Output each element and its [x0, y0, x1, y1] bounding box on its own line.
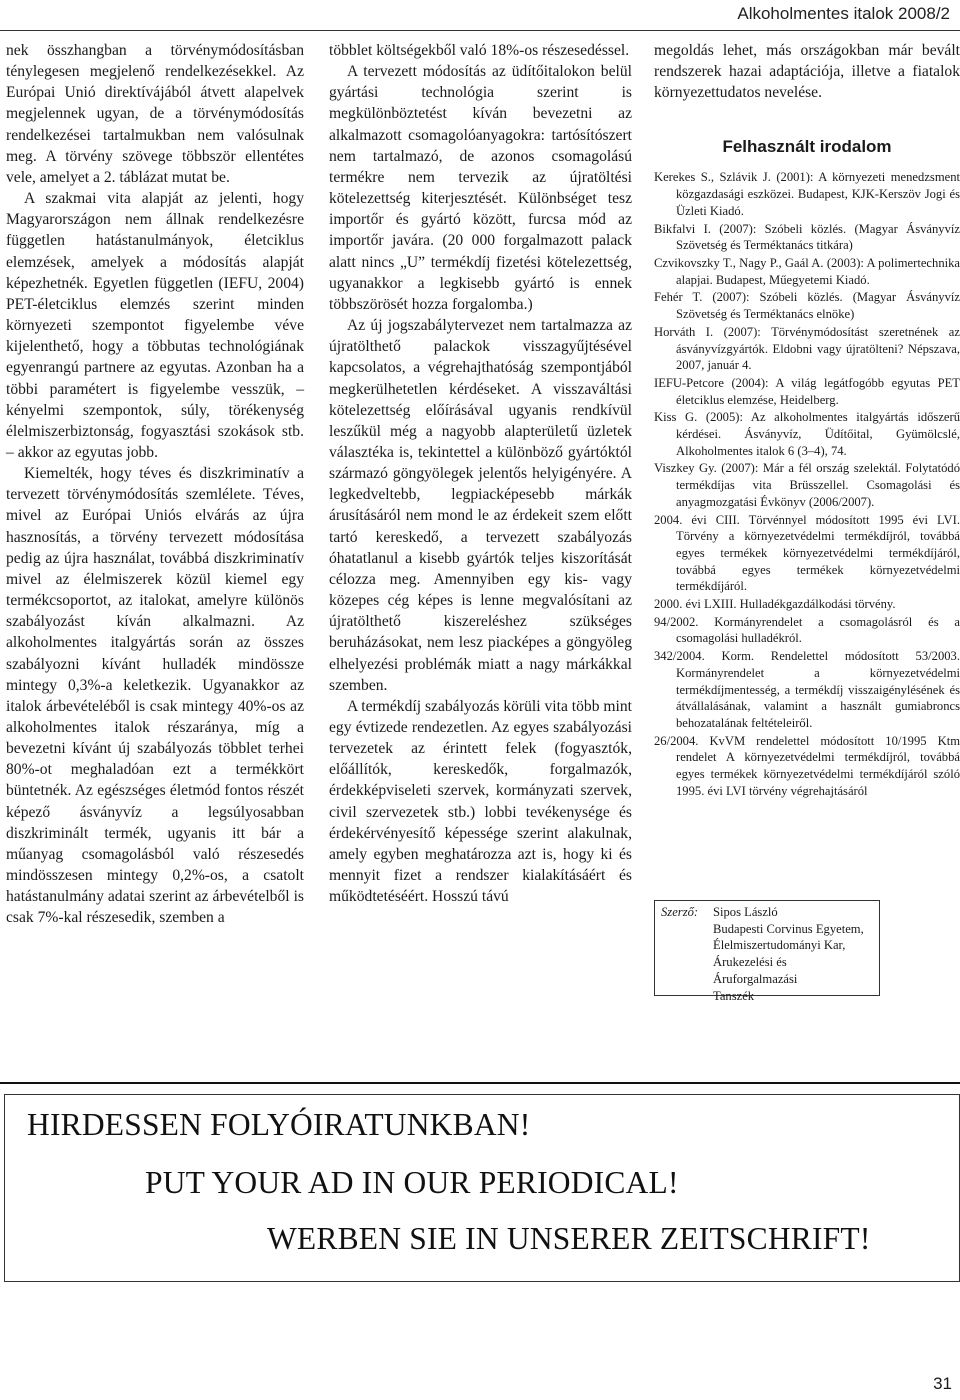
paragraph: A szakmai vita alapját az jelenti, hogy Magyarországon nem állnak rendelkezésre független hatástanulmányok, életciklus elemzések, amelyek a módosítás alapját képezhetnék. Egyetlen független (IEFU, 2004) PET-életciklus elemzés szerint minden környezeti szempontot figyelembe véve kijelenthető, hogy a többutas technológiának egyenrangú partnere az egyutas. Azonban ha a többi paramétert is figyelembe vesszük, – kényelmi szempontok, súly, törékenység élelmiszerbiztonság, fogyasztási szokások stb. – akkor az egyutas jobb.: [6, 190, 304, 461]
text-column-1: [6, 40, 304, 929]
reference-item: IEFU-Petcore (2004): A világ legátfogóbb egyutas PET életciklus elemzése, Heidelberg.: [654, 375, 960, 407]
author-affiliation-line: Élelmiszertudományi Kar,: [713, 938, 846, 953]
reference-item: Kerekes S., Szlávik J. (2001): A környezeti menedzsment közgazdasági eszközei. Budapest, KJK-Kerszöv Jogi és Üzleti Kiadó.: [654, 170, 960, 218]
header-rule: [0, 30, 960, 31]
author-affiliation-line: Budapesti Corvinus Egyetem,: [713, 921, 864, 936]
reference-item: Czvikovszky T., Nagy P., Gaál A. (2003): A polimertechnika alapjai. Budapest, Műegyetemi Kiadó.: [654, 255, 960, 287]
paragraph: A tervezett módosítás az üdítőitalokon belül gyártási technológia szerint is megkülönböztetést kíván bevezetni az alkalmazott csomagolóanyagokra: tartósítószert nem tartalmazó, de azonos csomagolású termékre nem tervezik az újratöltési kötelezettség kiterjesztését. Különbséget tesz importőr és gyártó között, furcsa mód az importőr javára. (20 000 forgalmazott palack alatt nincs „U” termékdíj fizetési kötelezettség, ugyanakkor a legkisebb gyártó is ennek többszörösét hozza forgalomba.): [329, 63, 632, 313]
ad-line-german: WERBEN SIE IN UNSERER ZEITSCHRIFT!: [267, 1221, 871, 1256]
running-head: Alkoholmentes italok 2008/2: [737, 4, 950, 23]
author-name: Sipos László: [713, 905, 778, 919]
reference-item: Kiss G. (2005): Az alkoholmentes italgyártás időszerű kérdései. Ásványvíz, Üdítőital, Gyümölcslé, Alkoholmentes italok 6 (3–4), 74.: [654, 410, 960, 458]
references-list: [654, 169, 960, 799]
reference-item: 2004. évi CIII. Törvénnyel módosított 1995 évi LVI. Törvény a környezetvédelmi termékdíjról, továbbá egyes termékek környezetvédelmi termékdíjáról, továbbá egyes termékek környezetvédelmi termékdíjáról.: [654, 512, 960, 594]
paragraph: Az új jogszabálytervezet nem tartalmazza az újratölthető palackok visszagyűjtésével kapcsolatos, a végrehajthatóság szempontjából megkerülhetetlen kérdéseket. A visszaváltási kötelezettség előírásával ugyanis rendkívül leszűkül még a nagyobb alapterületű üzletek választéka is, tekintettel a különböző gyártóktól származó göngyölegek jelentős helyigényére. A legkedveltebb, legpiacképesebb márkák árusításáról nem mond le az érdekeit szem előtt tartó kereskedő, a tervezett szabályozás óhatatlanul a kisebb gyártók teljes kiszorítását célozza meg. Amennyiben egy kis- vagy közepes cég képes is lenne megvalósítani az újratölthető kiszereléshez szükséges beruházásokat, nem lesz piacképes a göngyöleg elhelyezési problémák miatt a nagy márkákkal szemben.: [329, 317, 632, 694]
author-box: [654, 900, 880, 1003]
reference-item: 2000. évi LXIII. Hulladékgazdálkodási törvény.: [654, 597, 896, 612]
page-number: 31: [933, 1374, 952, 1393]
ad-line-hungarian: HIRDESSEN FOLYÓIRATUNKBAN!: [27, 1107, 531, 1142]
reference-item: Viszkey Gy. (2007): Már a fél ország szelektál. Folytatódó termékdíjas vita Brüsszellel. Csomagolási és anyagmozgatási Évkönyv (2006/2007).: [654, 461, 960, 509]
paragraph: Kiemelték, hogy téves és diszkriminatív a tervezett törvénymódosítás szemlélete. Téves, mivel az Európai Uniós elvárás az újra hasznosítás, a törvény tervezett módosítása pedig az újra használat, továbbá diszkriminatív mivel az élelmiszerek közül kiemel egy termékcsoportot, az italokat, amelyre különös szabályozást kíván alkalmazni. Az alkoholmentes italgyártás során az összes szabályozni kívánt hulladék mindössze mintegy 0,3%-a keletkezik. Ugyanakkor az italok árbevételéből is csak mintegy 40%-os az alkoholmentes italok részaránya, míg a bevezetni kívánt új szabályozás többlet terhei 80%-ot meghaladóan ezt a termékkört büntetnék. Az egészséges életmód fontos részét képező ásványvíz a legsúlyosabban diszkriminált termék, ugyanis itt bár a műanyag csomagolásból való részesedés mindösszesen mintegy 0,2%-os, a csatolt hatástanulmány adatai szerint az árbevételből is csak 7%-kal részesedik, szemben a: [6, 465, 304, 927]
author-label: Szerző:: [661, 905, 699, 919]
text-column-2: [329, 40, 632, 907]
paragraph: megoldás lehet, más országokban már bevált rendszerek hazai adaptációja, illetve a fiatalok környezettudatos nevelése.: [654, 42, 960, 102]
reference-item: 94/2002. Kormányrendelet a csomagolásról és a csomagolási hulladékról.: [654, 614, 960, 646]
author-affiliation-line: Tanszék: [713, 988, 755, 1003]
author-details: [713, 904, 873, 1004]
text-column-3: [654, 40, 960, 800]
author-affiliation-line: Árukezelési és Áruforgalmazási: [713, 955, 798, 986]
paragraph: többlet költségekből való 18%-os részesedéssel.: [329, 42, 630, 59]
reference-item: Horváth I. (2007): Törvénymódosítást szeretnének az ásványvízgyártók. Eldobni vagy újratölteni? Népszava, 2007, január 4.: [654, 324, 960, 373]
reference-item: Bikfalvi I. (2007): Szóbeli közlés. (Magyar Ásványvíz Szövetség és Terméktanács titkára): [654, 221, 960, 253]
reference-item: 26/2004. KvVM rendelettel módosított 10/1995 Ktm rendelet A környezetvédelmi termékdíjról, továbbá egyes termékek környezetvédelmi termékdíjáról szóló 1995. évi LVI törvény végrehajtásáról: [654, 733, 960, 798]
reference-item: 342/2004. Korm. Rendelettel módosított 53/2003. Kormányrendelet a környezetvédelmi termékdíjmentesség, a termékdíj visszaigénylésének és átvállalásának, valamint a használt gumiabroncs behozatalának feltételeiről.: [654, 649, 960, 730]
paragraph: A termékdíj szabályozás körüli vita több mint egy évtizede rendezetlen. Az egyes szabályozási tervezetek az érintett felek (fogyasztók, előállítók, kereskedők, forgalmazók, érdekképviseleti szervek, kormányzati szervek, civil szervezetek stb.) lobbi tevékenysége és érdekérvényesítő képessége szerint alakulnak, amely egyben meghatározza azt is, hogy ki és mennyit fizet a rendszer kialakításáért és működtetéséért. Hosszú távú: [329, 697, 632, 906]
advertisement-box: [4, 1094, 960, 1282]
references-heading: Felhasznált irodalom: [722, 137, 892, 157]
paragraph: nek összhangban a törvénymódosításban ténylegesen megjelenő rendelkezésekkel. Az Európai Unió direktívájából átvett alapelvek megjelennek ugyan, de a törvénymódosítás rendelkezései tartalmukban nem valósulnak meg. A törvény szövege többször ellentétes vele, amelyet a 2. táblázat mutat be.: [6, 42, 304, 186]
section-rule: [0, 1082, 960, 1084]
ad-line-english: PUT YOUR AD IN OUR PERIODICAL!: [145, 1165, 679, 1200]
reference-item: Fehér T. (2007): Szóbeli közlés. (Magyar Ásványvíz Szövetség és Terméktanács elnöke): [654, 290, 960, 322]
